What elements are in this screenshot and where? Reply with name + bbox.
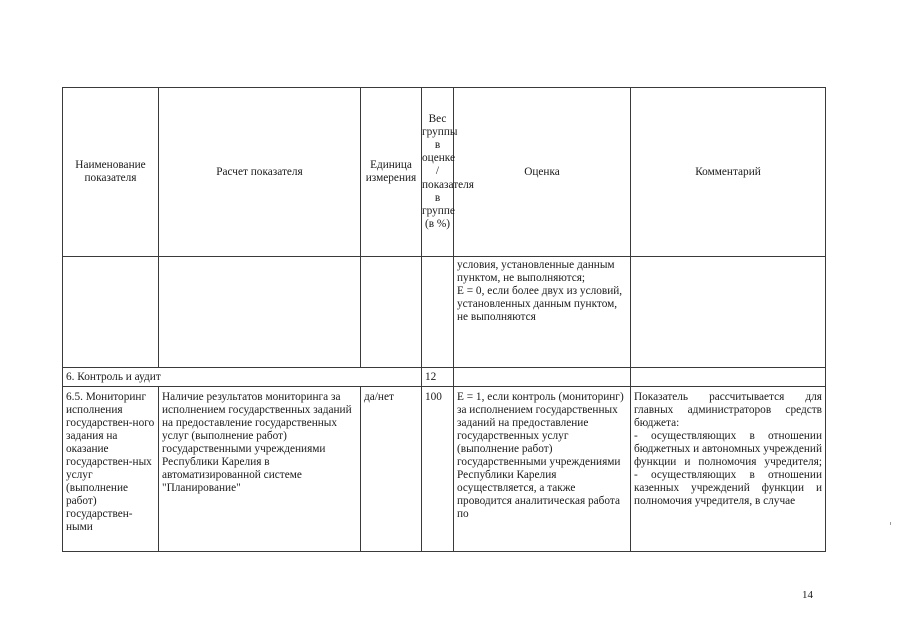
- cell-empty: [454, 368, 631, 387]
- header-unit: Единица измерения: [361, 88, 422, 257]
- header-comment: Комментарий: [631, 88, 826, 257]
- item-weight: 100: [422, 387, 454, 552]
- item-evaluation: E = 1, если контроль (мониторинг) за исполнением государственных заданий на предоставление государственных услуг (выполнение работ) государственными учреждениями Республики Карелия осуществляется, а также проводится аналитическая работа по: [454, 387, 631, 552]
- continuation-row: [63, 257, 826, 368]
- item-name: 6.5. Мониторинг исполнения государствен-ного задания на оказание государствен-ных услуг (выполнение работ) государствен-ными: [63, 387, 159, 552]
- section-title: 6. Контроль и аудит: [63, 368, 422, 387]
- table-row: [63, 387, 826, 552]
- continuation-evaluation: условия, установленные данным пунктом, не выполняются; E = 0, если более двух из условий, установленных данным пунктом, не выполняются: [454, 257, 631, 368]
- header-evaluation: Оценка: [454, 88, 631, 257]
- table-header-row: [63, 88, 826, 257]
- comment-intro: Показатель рассчитывается для главных администраторов средств бюджета:: [634, 391, 822, 429]
- item-calculation: Наличие результатов мониторинга за исполнением государственных заданий на предоставление государственных услуг (выполнение работ) государственными учреждениями Республики Карелия в автоматизированной системе "Планирование": [159, 387, 361, 552]
- header-calculation: Расчет показателя: [159, 88, 361, 257]
- header-weight: Вес группы в оценке / показателя в группе (в %): [422, 88, 454, 257]
- comment-bullet: - осуществляющих в отношении казенных учреждений функции и полномочия учредителя, в случае: [634, 469, 822, 507]
- section-weight: 12: [422, 368, 454, 387]
- cell-empty: [631, 368, 826, 387]
- scan-mark: [890, 522, 891, 525]
- page-number: 14: [802, 589, 813, 601]
- cell-empty: [422, 257, 454, 368]
- cell-empty: [361, 257, 422, 368]
- cell-empty: [159, 257, 361, 368]
- comment-bullet: - осуществляющих в отношении бюджетных и автономных учреждений функции и полномочия учредителя;: [634, 430, 822, 468]
- item-unit: да/нет: [361, 387, 422, 552]
- indicator-table: [62, 87, 826, 552]
- item-comment: [631, 387, 826, 552]
- cell-empty: [631, 257, 826, 368]
- cell-empty: [63, 257, 159, 368]
- section-row: [63, 368, 826, 387]
- header-indicator-name: Наименование показателя: [63, 88, 159, 257]
